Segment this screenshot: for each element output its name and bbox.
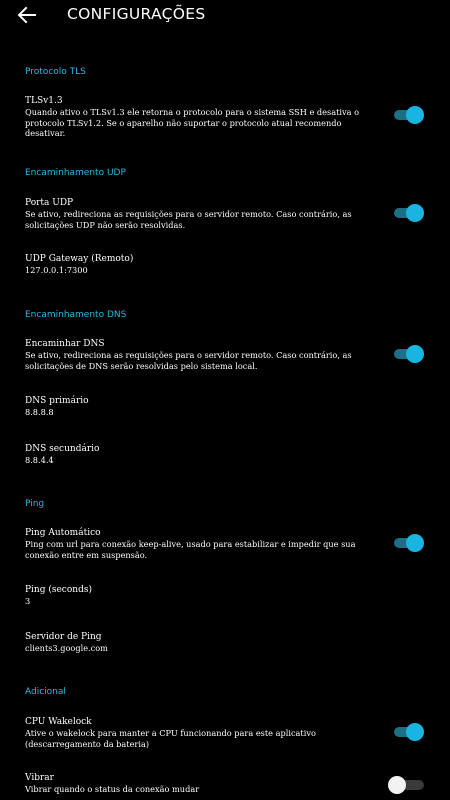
pref-cpu-wakelock-title: CPU Wakelock	[25, 717, 92, 727]
pref-cpu-wakelock[interactable]	[25, 717, 370, 749]
category-ping-header: Ping	[25, 499, 45, 509]
pref-udp-gateway-value: 127.0.0.1:7300	[25, 265, 88, 275]
page-title: CONFIGURAÇÕES	[67, 5, 206, 23]
switch-thumb	[406, 723, 424, 741]
switch-thumb	[388, 776, 406, 794]
pref-porta-udp[interactable]	[25, 198, 370, 230]
app-bar	[0, 0, 450, 30]
pref-tlsv13-summary: Quando ativo o TLSv1.3 ele retorna o protocolo para o sistema SSH e desativa o protocolo TLSv1.2. Se o aparelho não suportar o protocolo atual recomendo desativar.	[25, 107, 360, 138]
cpu-wakelock-switch[interactable]	[394, 722, 426, 742]
pref-ping-automatico-title: Ping Automático	[25, 528, 101, 538]
category-tls-header: Protocolo TLS	[25, 67, 86, 77]
pref-dns-primario-title: DNS primário	[25, 396, 89, 406]
pref-vibrar-summary: Vibrar quando o status da conexão mudar	[25, 784, 200, 794]
tlsv13-switch[interactable]	[394, 105, 426, 125]
pref-dns-secundario[interactable]	[25, 444, 370, 466]
porta-udp-switch[interactable]	[394, 203, 426, 223]
pref-porta-udp-summary: Se ativo, redireciona as requisições para o servidor remoto. Caso contrário, as solicitações UDP não serão resolvidas.	[25, 209, 352, 230]
vibrar-switch[interactable]	[394, 775, 426, 795]
pref-vibrar[interactable]	[25, 773, 370, 795]
pref-dns-secundario-value: 8.8.4.4	[25, 455, 54, 465]
pref-ping-seconds-value: 3	[25, 596, 31, 606]
pref-dns-primario[interactable]	[25, 396, 370, 418]
pref-servidor-ping[interactable]	[25, 632, 370, 654]
pref-ping-automatico-summary: Ping com url para conexão keep-alive, usado para estabilizar e impedir que sua conexão entre em suspensão.	[25, 539, 356, 560]
pref-encaminhar-dns-summary: Se ativo, redireciona as requisições para o servidor remoto. Caso contrário, as solicitações de DNS serão resolvidas pelo sistema local.	[25, 350, 352, 371]
pref-vibrar-title: Vibrar	[25, 773, 54, 783]
pref-udp-gateway-title: UDP Gateway (Remoto)	[25, 254, 134, 264]
arrow-left-icon	[16, 4, 38, 26]
switch-thumb	[406, 345, 424, 363]
category-udp-header: Encaminhamento UDP	[25, 168, 126, 178]
pref-servidor-ping-title: Servidor de Ping	[25, 632, 102, 642]
pref-servidor-ping-value: clients3.google.com	[25, 643, 108, 653]
ping-automatico-switch[interactable]	[394, 533, 426, 553]
switch-thumb	[406, 106, 424, 124]
pref-encaminhar-dns-title: Encaminhar DNS	[25, 339, 105, 349]
switch-thumb	[406, 204, 424, 222]
pref-udp-gateway[interactable]	[25, 254, 370, 276]
pref-ping-automatico[interactable]	[25, 528, 370, 560]
category-dns-header: Encaminhamento DNS	[25, 310, 127, 320]
pref-tlsv13-title: TLSv1.3	[25, 96, 63, 106]
back-button[interactable]	[16, 4, 38, 26]
switch-thumb	[406, 534, 424, 552]
pref-dns-primario-value: 8.8.8.8	[25, 407, 54, 417]
encaminhar-dns-switch[interactable]	[394, 344, 426, 364]
pref-porta-udp-title: Porta UDP	[25, 198, 74, 208]
pref-dns-secundario-title: DNS secundário	[25, 444, 100, 454]
pref-tlsv13[interactable]	[25, 96, 370, 139]
pref-ping-seconds[interactable]	[25, 585, 370, 607]
category-adicional-header: Adicional	[25, 687, 66, 697]
pref-ping-seconds-title: Ping (seconds)	[25, 585, 92, 595]
pref-cpu-wakelock-summary: Ative o wakelock para manter a CPU funcionando para este aplicativo (descarregamento da bateria)	[25, 728, 316, 749]
pref-encaminhar-dns[interactable]	[25, 339, 370, 371]
